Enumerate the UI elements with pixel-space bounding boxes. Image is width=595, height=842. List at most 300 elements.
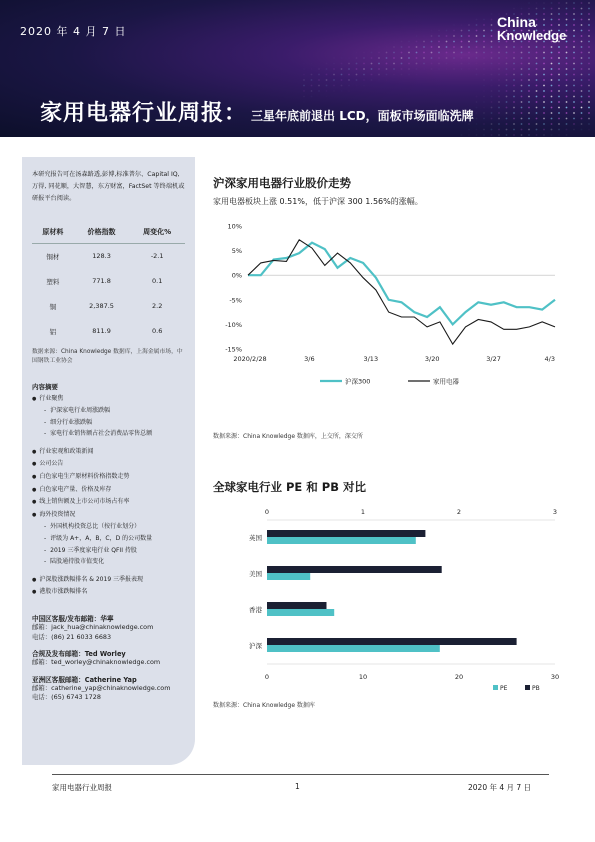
banner-dot [341,90,343,92]
banner-dot [311,85,313,87]
banner-dot [558,123,560,125]
banner-dot [386,74,388,76]
banner-dot [303,68,305,70]
toc-item: - 家电行业销售额占社会消费品零售总额 [32,428,185,440]
pb-bar [267,566,442,573]
banner-dot [581,79,583,81]
banner-dot [566,96,568,98]
banner-dot [483,63,485,65]
banner-dot [416,74,418,76]
banner-dot [393,74,395,76]
china-knowledge-logo [497,15,577,43]
banner-dot [551,112,553,114]
banner-dot [528,90,530,92]
banner-dot [363,57,365,59]
banner-dot [581,13,583,15]
banner-dot [581,112,583,114]
toc-item: - 2019 三季度家电行业 QFII 持股 [32,545,185,557]
banner-dot [446,46,448,48]
banner-dot [491,123,493,125]
banner-dot [468,134,470,136]
banner-dot [491,118,493,120]
banner-dot [416,46,418,48]
banner-dot [536,107,538,109]
table-source-note: 数据来源：China Knowledge 数据库，上海金属市场，中国钢铁工业协会 [32,348,183,364]
banner-dot [491,101,493,103]
table-cell: 811.9 [92,327,111,335]
banner-dot [498,74,500,76]
contact-line: 邮箱：jack_hua@chinaknowledge.com [32,623,154,631]
banner-dot [491,96,493,98]
banner-dot [521,52,523,54]
logo-line-2: Knowledge [497,28,567,43]
banner-dot [311,68,313,70]
banner-dot [483,118,485,120]
banner-dot [348,79,350,81]
banner-dot [588,129,590,131]
banner-dot [521,68,523,70]
banner-dot [543,90,545,92]
table-header: 价格指数 [74,219,130,244]
banner-dot [378,63,380,65]
banner-dot [543,85,545,87]
banner-dot [356,52,358,54]
banner-dot [588,90,590,92]
banner-dot [386,79,388,81]
table-cell: 0.6 [152,327,163,335]
banner-dot [438,30,440,32]
banner-dot [438,46,440,48]
banner-dot [513,107,515,109]
banner-dot [528,101,530,103]
banner-dot [498,90,500,92]
banner-dot [423,57,425,59]
banner-dot [491,13,493,15]
banner-dot [498,129,500,131]
section2-title: 全球家电行业 PE 和 PB 对比 [213,480,366,494]
legend-swatch [525,685,530,690]
banner-dot [551,68,553,70]
banner-dot [498,63,500,65]
table-cell: 铝 [49,327,57,336]
banner-dot [408,46,410,48]
banner-dot [386,57,388,59]
y-tick-label: 10% [227,222,242,231]
banner-dot [453,52,455,54]
banner-dot [543,8,545,10]
banner-dot [506,96,508,98]
banner-dot [476,123,478,125]
contact-line: 电话：(65) 6743 1728 [32,693,101,701]
banner-dot [483,123,485,125]
pb-bar [267,530,425,537]
banner-dot [461,46,463,48]
report-date: 2020 年 4 月 7 日 [20,25,127,38]
banner-dot [588,46,590,48]
banner-dot [371,63,373,65]
banner-dot [476,41,478,43]
banner-dot [446,57,448,59]
banner-dot [483,74,485,76]
banner-dot [333,79,335,81]
banner-dot [566,2,568,4]
footer-report-name: 家用电器行业周报 [52,783,112,792]
banner-dot [476,107,478,109]
banner-dot [506,101,508,103]
banner-dot [528,2,530,4]
banner-dot [528,85,530,87]
banner-dot [588,57,590,59]
banner-dot [476,19,478,21]
banner-dot [491,74,493,76]
pb-bar [267,638,517,645]
banner-dot [551,101,553,103]
banner-dot [401,63,403,65]
banner-dot [363,79,365,81]
banner-dot [468,30,470,32]
banner-dot [573,118,575,120]
banner-dot [378,46,380,48]
banner-dot [453,24,455,26]
banner-dot [311,79,313,81]
banner-dot [573,57,575,59]
banner-dot [311,63,313,65]
table-row [32,319,185,344]
banner-dot [506,85,508,87]
banner-dot [588,52,590,54]
banner-dot [588,96,590,98]
banner-dot [498,107,500,109]
banner-dot [333,63,335,65]
banner-dot [558,52,560,54]
banner-dot [348,85,350,87]
banner-dot [528,129,530,131]
banner-dot [536,46,538,48]
banner-dot [356,74,358,76]
banner-dot [483,24,485,26]
banner-dot [543,107,545,109]
banner-dot [558,107,560,109]
banner-dot [491,134,493,136]
banner-dot [468,52,470,54]
banner-dot [543,118,545,120]
legend-swatch [493,685,498,690]
banner-dot [431,30,433,32]
banner-dot [483,107,485,109]
banner-dot [431,52,433,54]
table-cell: 128.3 [92,252,111,261]
banner-dot [303,74,305,76]
banner-dot [506,74,508,76]
banner-dot [461,63,463,65]
banner-dot [326,90,328,92]
banner-dot [498,112,500,114]
banner-dot [528,52,530,54]
toc-item: ● 行业聚焦 [32,393,185,406]
series-line-hs300 [248,243,555,325]
banner-dot [416,41,418,43]
banner-dot [318,85,320,87]
sidebar [22,157,195,765]
banner-dot [566,68,568,70]
banner-dot [588,35,590,37]
banner-dot [453,46,455,48]
banner-dot [566,129,568,131]
x-tick-label: 2020/2/28 [233,355,267,363]
banner-dot [468,63,470,65]
banner-dot [588,13,590,15]
banner-dot [558,129,560,131]
toc-list [32,393,185,600]
banner-dot [543,74,545,76]
banner-dot [536,57,538,59]
pe-axis-tick: 0 [264,673,270,681]
banner-dot [386,46,388,48]
banner-dot [588,79,590,81]
banner-dot [566,90,568,92]
banner-dot [506,68,508,70]
banner-dot [521,134,523,136]
banner-dot [536,52,538,54]
banner-dot [498,96,500,98]
table-header: 周变化% [129,219,185,244]
banner-dot [333,57,335,59]
banner-dot [363,85,365,87]
banner-dot [573,74,575,76]
banner-dot [483,101,485,103]
banner-dot [558,2,560,4]
banner-dot [566,46,568,48]
banner-dot [513,134,515,136]
banner-dot [476,112,478,114]
banner-dot [581,41,583,43]
banner-dot [573,129,575,131]
banner-dot [566,63,568,65]
banner-dot [453,35,455,37]
banner-dot [528,79,530,81]
banner-dot [371,52,373,54]
pb-axis-tick: 1 [360,508,366,516]
y-tick-label: -10% [225,320,242,329]
banner-dot [416,68,418,70]
banner-dot [573,85,575,87]
y-tick-label: 5% [231,247,242,256]
banner-dot [401,52,403,54]
banner-dot [513,79,515,81]
banner-dot [498,85,500,87]
banner-dot [468,57,470,59]
table-cell: 2,387.5 [89,302,114,310]
banner-dot [543,63,545,65]
banner-dot [356,57,358,59]
banner-dot [491,63,493,65]
table-cell: 铜 [49,302,57,311]
banner-dot [476,57,478,59]
banner-dot [543,79,545,81]
banner-dot [506,63,508,65]
banner-dot [386,63,388,65]
footer-page-number: 1 [295,782,300,791]
banner-dot [476,52,478,54]
banner-dot [588,112,590,114]
banner-dot [543,112,545,114]
banner-dot [573,8,575,10]
banner-dot [453,63,455,65]
banner-dot [483,46,485,48]
banner-dot [588,85,590,87]
banner-dot [386,68,388,70]
banner-dot [588,41,590,43]
raw-material-table [32,219,185,344]
banner-dot [446,41,448,43]
banner-dot [393,41,395,43]
banner-dot [483,96,485,98]
banner-dot [543,68,545,70]
banner-dot [363,68,365,70]
pe-bar [267,609,334,616]
banner-dot [581,90,583,92]
banner-dot [311,74,313,76]
banner-dot [476,24,478,26]
banner-dot [431,46,433,48]
banner-dot [536,96,538,98]
banner-dot [446,63,448,65]
banner-dot [468,24,470,26]
banner-dot [423,68,425,70]
legend-label: PE [500,685,508,692]
banner-dot [401,46,403,48]
banner-dot [581,101,583,103]
banner-dot [588,123,590,125]
banner-dot [588,24,590,26]
banner-dot [513,123,515,125]
banner-dot [483,68,485,70]
table-cell: 塑料 [46,277,60,286]
banner-dot [513,68,515,70]
banner-dot [333,85,335,87]
toc-item: ● 公司公告 [32,458,185,471]
banner-dot [483,134,485,136]
banner-dot [528,118,530,120]
banner-dot [558,63,560,65]
banner-dot [528,57,530,59]
toc-item: ● 港股市涨跌幅排名 [32,586,185,599]
banner-dot [506,123,508,125]
banner-dot [483,52,485,54]
banner-dot [581,24,583,26]
banner-dot [423,41,425,43]
banner-dot [318,90,320,92]
banner-dot [371,79,373,81]
banner-dot [588,19,590,21]
section2-source: 数据来源：China Knowledge 数据库 [213,702,315,709]
banner-dot [453,57,455,59]
banner-dot [543,101,545,103]
sidebar-intro: 本研究报告可在汤森路透,彭博,标准普尔、Capital IQ,万得, 同花顺，大智慧，东方财富，FactSet 等终端机或研报平台阅读。 [32,171,185,202]
banner-dot [581,107,583,109]
banner-dot [378,57,380,59]
legend-label: 沪深300 [345,377,371,386]
pb-bar [267,602,327,609]
banner-dot [566,118,568,120]
pe-bar [267,645,440,652]
banner-dot [446,35,448,37]
banner-dot [461,52,463,54]
banner-dot [588,74,590,76]
banner-dot [551,118,553,120]
banner-dot [311,90,313,92]
banner-dot [581,74,583,76]
banner-dot [543,57,545,59]
banner-dot [401,41,403,43]
table-cell: 0.1 [152,277,163,285]
banner-dot [558,8,560,10]
toc-item: ● 沪深股涨跌幅排名 & 2019 三季报表现 [32,574,185,587]
banner-dot [513,63,515,65]
banner-dot [566,107,568,109]
banner-dot [558,68,560,70]
toc-item: - 细分行业涨跌幅 [32,417,185,429]
banner-dot [581,118,583,120]
banner-dot [551,123,553,125]
banner-dot [491,79,493,81]
banner-dot [581,19,583,21]
banner-dot [521,63,523,65]
banner-dot [528,68,530,70]
banner-dot [498,101,500,103]
toc-item: ● 白色家电生产原材料价格指数走势 [32,471,185,484]
banner-dot [551,63,553,65]
banner-dot [498,68,500,70]
banner-dot [506,112,508,114]
banner-dot [498,52,500,54]
toc-item: ● 白色家电产量、价格及库存 [32,484,185,497]
banner-dot [393,57,395,59]
banner-dot [408,63,410,65]
banner-dot [468,129,470,131]
banner-dot [581,63,583,65]
header-banner [0,0,595,137]
banner-dot [401,57,403,59]
banner-dot [521,79,523,81]
banner-dot [378,79,380,81]
table-row [32,294,185,319]
banner-dot [468,68,470,70]
footer-date: 2020 年 4 月 7 日 [468,783,532,792]
banner-dot [371,74,373,76]
banner-dot [588,101,590,103]
banner-dot [536,85,538,87]
banner-dot [326,79,328,81]
banner-dot [483,35,485,37]
banner-dot [573,123,575,125]
banner-dot [356,85,358,87]
banner-dot [543,123,545,125]
banner-dot [521,96,523,98]
banner-dot [408,68,410,70]
banner-dot [551,2,553,4]
banner-dot [491,46,493,48]
banner-dot [476,35,478,37]
banner-dot [431,57,433,59]
contact-line: 电话：(86) 21 6033 6683 [32,632,112,641]
banner-dot [581,52,583,54]
banner-dot [528,46,530,48]
banner-dot [423,63,425,65]
banner-dot [573,96,575,98]
contact-name: 中国区客服/发布邮箱：华寧 [32,615,114,623]
banner-dot [393,68,395,70]
